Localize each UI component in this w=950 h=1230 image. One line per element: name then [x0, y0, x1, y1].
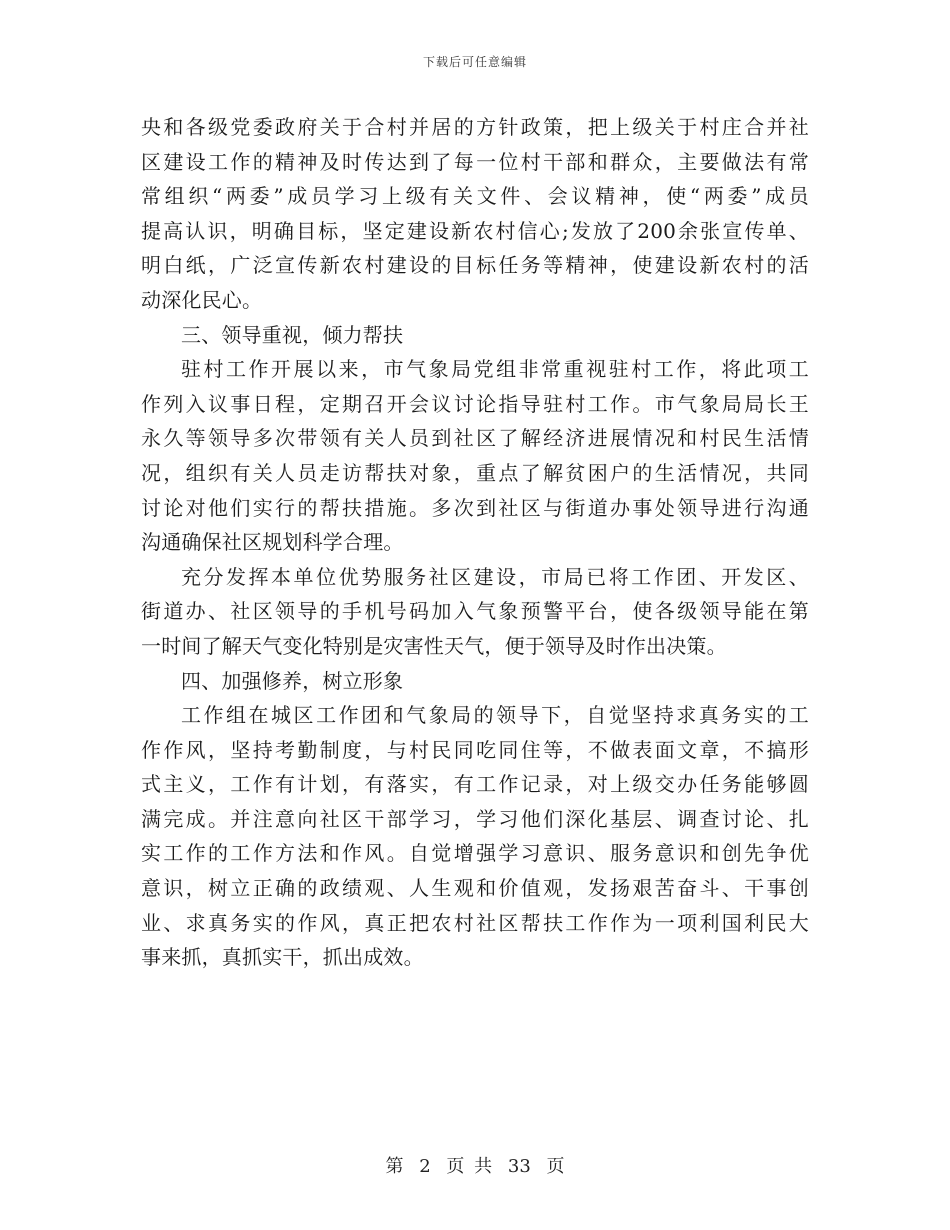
text-line: 作列入议事日程，定期召开会议讨论指导驻村工作。市气象局局长王 [141, 391, 809, 416]
text-line: 事来抓，真抓实干，抓出成效。 [141, 945, 424, 970]
document-body [141, 110, 809, 975]
footer-suffix: 页 [546, 1156, 565, 1177]
text-line: 动深化民心。 [141, 287, 263, 312]
text-line: 明白纸，广泛宣传新农村建设的目标任务等精神，使建设新农村的活 [141, 253, 809, 278]
footer-page-number: 2 [419, 1156, 431, 1177]
text-line: 况，组织有关人员走访帮扶对象，重点了解贫困户的生活情况，共同 [141, 460, 809, 485]
text-line: 四、加强修养，树立形象 [181, 668, 404, 693]
text-line: 作作风，坚持考勤制度，与村民同吃同住等，不做表面文章，不搞形 [141, 737, 809, 762]
text-line: 提高认识，明确目标，坚定建设新农村信心;发放了200余张宣传单、 [141, 218, 809, 243]
footer-total-pages: 33 [507, 1156, 531, 1177]
text-line: 意识，树立正确的政绩观、人生观和价值观，发扬艰苦奋斗、干事创 [141, 876, 809, 901]
text-line: 业、求真务实的作风，真正把农村社区帮扶工作作为一项利国利民大 [141, 910, 809, 935]
text-line: 一时间了解天气变化特别是灾害性天气，便于领导及时作出决策。 [141, 633, 727, 658]
text-line: 沟通确保社区规划科学合理。 [141, 530, 404, 555]
page-footer [0, 1152, 950, 1178]
header-note: 下载后可任意编辑 [422, 55, 527, 69]
text-line: 常组织“两委”成员学习上级有关文件、会议精神，使“两委”成员 [141, 184, 809, 209]
text-line: 区建设工作的精神及时传达到了每一位村干部和群众，主要做法有常 [141, 149, 809, 174]
text-line: 工作组在城区工作团和气象局的领导下，自觉坚持求真务实的工 [181, 703, 809, 728]
text-line: 街道办、社区领导的手机号码加入气象预警平台，使各级领导能在第 [141, 599, 809, 624]
text-line: 实工作的工作方法和作风。自觉增强学习意识、服务意识和创先争优 [141, 841, 809, 866]
text-line: 三、领导重视，倾力帮扶 [181, 322, 404, 347]
footer-prefix: 第 [385, 1156, 404, 1177]
text-line: 永久等领导多次带领有关人员到社区了解经济进展情况和村民生活情 [141, 426, 809, 451]
text-line: 满完成。并注意向社区干部学习，学习他们深化基层、调查讨论、扎 [141, 806, 809, 831]
text-line: 式主义，工作有计划，有落实，有工作记录，对上级交办任务能够圆 [141, 772, 809, 797]
text-line: 央和各级党委政府关于合村并居的方针政策，把上级关于村庄合并社 [141, 115, 809, 139]
text-line: 充分发挥本单位优势服务社区建设，市局已将工作团、开发区、 [181, 564, 809, 589]
footer-middle: 页 共 [446, 1156, 493, 1177]
text-line: 讨论对他们实行的帮扶措施。多次到社区与街道办事处领导进行沟通 [141, 495, 809, 520]
text-line: 驻村工作开展以来，市气象局党组非常重视驻村工作，将此项工 [181, 357, 809, 382]
